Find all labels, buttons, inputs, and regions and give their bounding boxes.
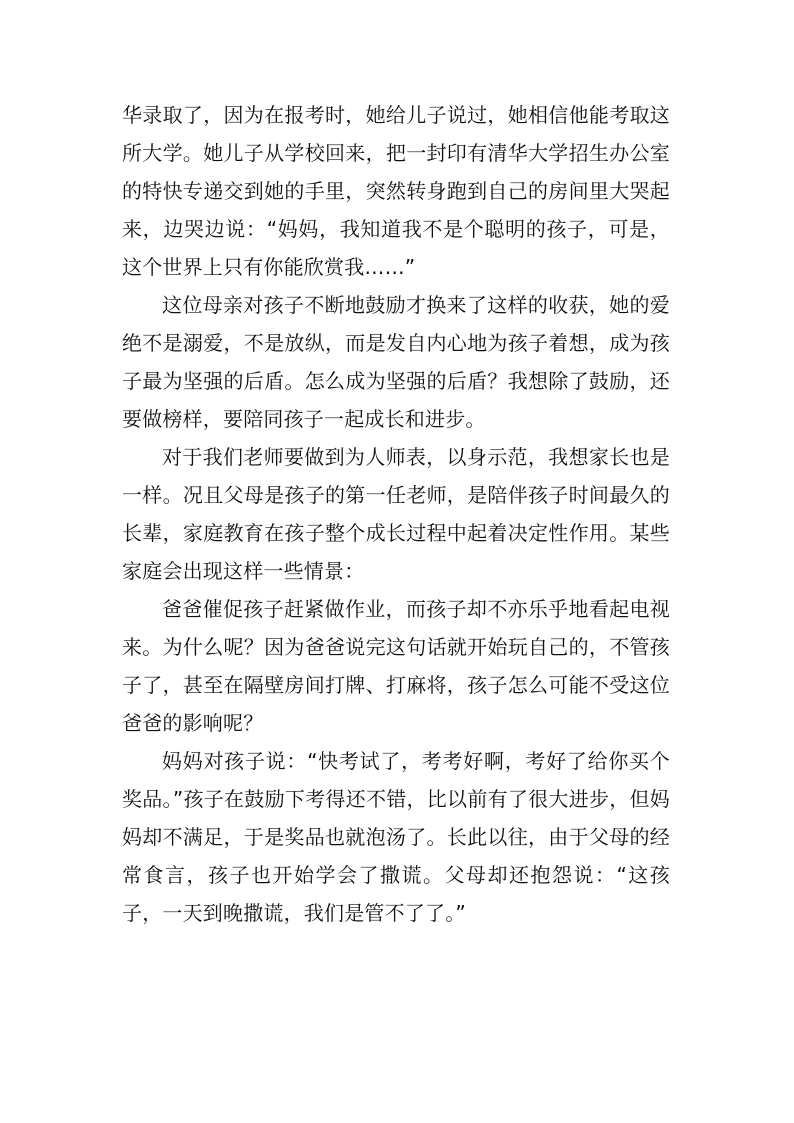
paragraph-1: 华录取了，因为在报考时，她给儿子说过，她相信他能考取这所大学。她儿子从学校回来，把一封印有清华大学招生办公室的特快专递交到她的手里，突然转身跑到自己的房间里大哭起来，边哭边说：“妈妈，我知道我不是个聪明的孩子，可是，这个世界上只有你能欣赏我……”: [122, 103, 670, 279]
paragraph-3: 对于我们老师要做到为人师表，以身示范，我想家长也是一样。况且父母是孩子的第一任老师，是陪伴孩子时间最久的长辈，家庭教育在孩子整个成长过程中起着决定性作用。某些家庭会出现这样一些情景：: [122, 445, 670, 583]
paragraph-5: 妈妈对孩子说：“快考试了，考考好啊，考好了给你买个奖品。”孩子在鼓励下考得还不错，比以前有了很大进步，但妈妈却不满足，于是奖品也就泡汤了。长此以往，由于父母的经常食言，孩子也开始学会了撒谎。父母却还抱怨说：“这孩子，一天到晚撒谎，我们是管不了了。”: [122, 749, 670, 925]
paragraph-2: 这位母亲对孩子不断地鼓励才换来了这样的收获，她的爱绝不是溺爱，不是放纵，而是发自内心地为孩子着想，成为孩子最为坚强的后盾。怎么成为坚强的后盾？我想除了鼓励，还要做榜样，要陪同孩子一起成长和进步。: [122, 293, 670, 431]
document-body: [122, 96, 670, 932]
paragraph-4: 爸爸催促孩子赶紧做作业，而孩子却不亦乐乎地看起电视来。为什么呢？因为爸爸说完这句话就开始玩自己的，不管孩子了，甚至在隔壁房间打牌、打麻将，孩子怎么可能不受这位爸爸的影响呢？: [122, 597, 670, 735]
